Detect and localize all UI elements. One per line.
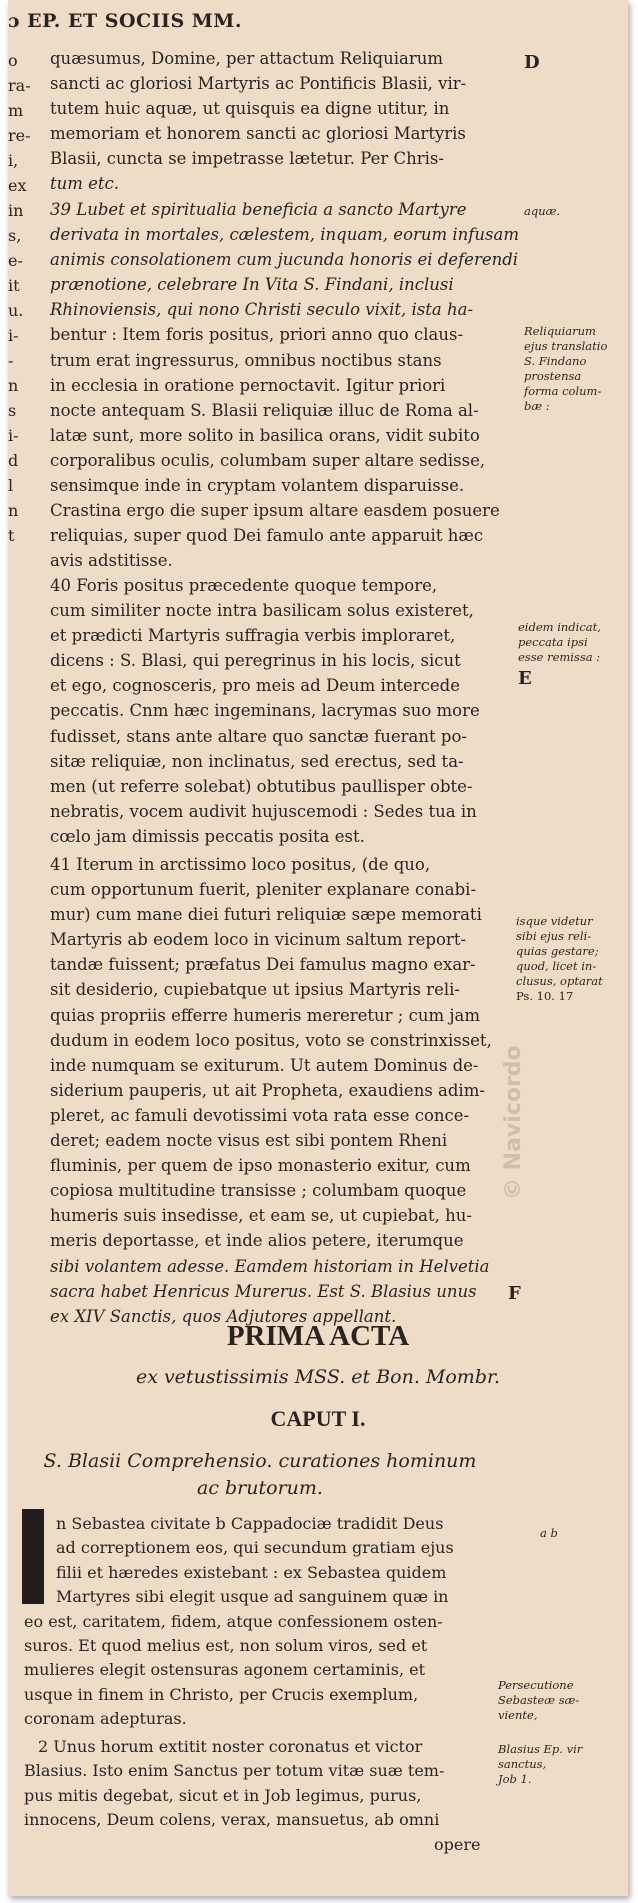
margin-note-persecutione: Persecutione Sebasteæ sæ- viente, [498, 1678, 580, 1722]
margin-note-humeris: isque videtur sibi ejus reli- quias gestare; quod, licet in- clusus, optarat Ps. 10. 17 [516, 914, 603, 1003]
watermark-text: © Navicordo [501, 1045, 526, 1200]
acta-title: PRIMA ACTA [226, 1320, 410, 1352]
acta-paragraph-2: 2 Unus horum extitit noster coronatus et victor Blasius. Isto enim Sanctus per totum vitæ suæ tem- pus mitis degebat, sicut et in Job legimus, purus, innocens, Deum colens, verax, mansuetus, ab omni opere [24, 1737, 481, 1854]
margin-note-blasius: Blasius Ep. vir sanctus, Job 1. [498, 1742, 583, 1786]
psalm-reference: Ps. 10. 17 [516, 989, 574, 1003]
prayer-paragraph: quæsumus, Domine, per attactum Reliquiarum sancti ac gloriosi Martyris ac Pontificis Blasii, vir- tutem huic aquæ, ut quisquis ea digne utitur, in memoriam et honorem sancti ac gloriosi Martyris Blasii, cuncta se impetrasse lætetur. Per Chris- tum etc. [50, 49, 467, 194]
section-letter-e: E [518, 668, 532, 689]
book-page [8, 0, 628, 1896]
section-letter-d: D [524, 52, 540, 73]
margin-note-findano: Reliquiarum ejus translatio S. Findano prostensa forma colum- bæ : [524, 324, 608, 413]
margin-note-aquae: aquæ. [524, 204, 561, 218]
running-header: ɔ EP. ET SOCIIS MM. [8, 10, 242, 32]
paragraph-39: 39 Lubet et spiritualia beneficia a sancto Martyre derivata in mortales, cælestem, inquam, eorum infusam animis consolationem cum jucunda honoris ei deferendi prænotione, celebrare In Vita S. Findani, inclusi Rhinoviensis, qui nono Christi seculo vixit, ista ha- bentur : Item foris positus, priori anno quo claus- trum erat ingressurus, omnibus noctibus stans in ecclesia in oratione pernoctavit. Igitur priori nocte antequam S. Blasii reliquiæ illuc de Roma al- latæ sunt, more solito in basilica orans, vidit subito corporalibus oculis, columbam super altare sedisse, sensimque inde in cryptam volantem disparuisse. Crastina ergo die super ipsum altare easdem posuere reliquias, super quod Dei famulo ante apparuit hæc avis adstitisse. [50, 200, 519, 571]
navicordo-watermark [500, 1030, 540, 1210]
margin-note-peccata: eidem indicat, peccata ipsi esse remissa : [518, 620, 601, 664]
chapter-heading: S. Blasii Comprehensio. curationes hominum ac brutorum. [43, 1450, 477, 1499]
section-letter-f: F [508, 1283, 521, 1304]
acta-paragraph-1: n Sebastea civitate b Cappadociæ tradidit Deus ad correptionem eos, qui secundum gratiam ejus filii et hæredes existebant : ex Sebastea quidem Martyres sibi elegit usque ad sanguinem quæ in eo est, caritatem, fidem, atque confessionem osten- suros. Et quod melius est, non solum viros, sed et mulieres elegit ostensuras agonem certaminis, et usque in finem in Christo, per Crucis exemplum, coronam adepturas. [24, 1514, 454, 1729]
paragraph-40: 40 Foris positus præcedente quoque tempore, cum similiter nocte intra basilicam solus existeret, et prædicti Martyris suffragia verbis imploraret, dicens : S. Blasi, qui peregrinus in his locis, sicut et ego, cognosceris, pro meis ad Deum intercede peccatis. Cnm hæc ingeminans, lacrymas suo more fudisset, stans ante altare quo sanctæ fuerant po- sitæ reliquiæ, non inclinatus, sed erectus, sed ta- men (ut referre solebat) obtutibus paullisper obte- nebratis, vocem audivit hujuscemodi : Sedes tua in cœlo jam dimissis peccatis posita est. [50, 576, 480, 846]
acta-subtitle: ex vetustissimis MSS. et Bon. Mombr. [135, 1366, 501, 1388]
paragraph-41: 41 Iterum in arctissimo loco positus, (de quo, cum opportunum fuerit, pleniter explanare conabi- mur) cum mane diei futuri reliquiæ sæpe memorati Martyris ab eodem loco in vicinum saltum report- tandæ fuissent; præfatus Dei famulus magno exar- sit desiderio, cupiebatque ut ipsius Martyris reli- quias propriis efferre humeris mereretur ; cum jam dudum in eodem loco positus, voto se constrinxisset, inde numquam se exiturum. Ut autem Dominus de- siderium pauperis, ut ait Propheta, exaudiens adim- pleret, ac famuli devotissimi vota rata esse conce- deret; eadem nocte visus est sibi pontem Rheni fluminis, per quem de ipso monasterio exitur, cum copiosa multitudine transisse ; columbam quoque humeris suis insedisse, et eam se, ut cupiebat, hu- meris deportasse, et inde alios petere, iterumque sibi volantem adesse. Eamdem historiam in Helvetia sacra habet Henricus Murerus. Est S. Blasius unus ex XIV Sanctis, quos Adjutores appellant. [50, 855, 492, 1326]
margin-note-ab: a b [540, 1526, 558, 1540]
left-margin-fragments: o ra- m re- i, ex in s, e- it u. i- - n s i- d l n t [8, 51, 31, 545]
drop-cap-initial [22, 1509, 44, 1604]
caput-heading: CAPUT I. [270, 1406, 366, 1431]
